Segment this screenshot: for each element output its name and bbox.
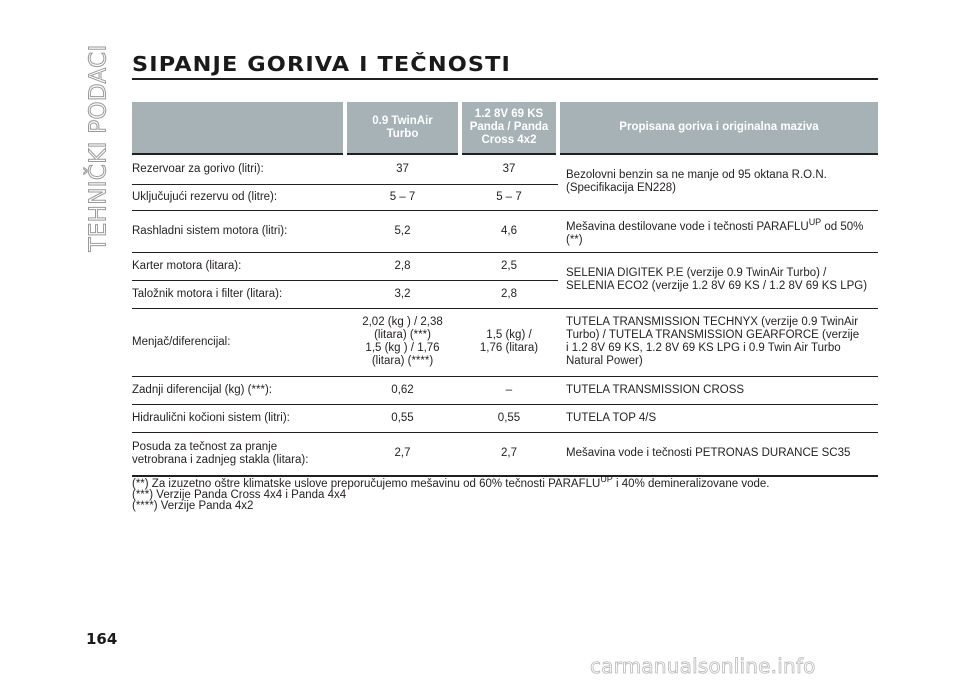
value-twinair: 0,62 — [345, 376, 460, 404]
table-row — [132, 376, 878, 404]
coolant-desc-pre: Mešavina destilovane vode i tečnosti PARAFLU — [566, 220, 809, 233]
value-twinair: 5,2 — [345, 210, 460, 252]
row-label: Karter motora (litara): — [132, 252, 345, 280]
table-row — [132, 154, 878, 184]
value-twinair: 0,55 — [345, 404, 460, 432]
value-1-2-8v: 2,5 — [460, 252, 558, 280]
header-fluids — [558, 102, 878, 154]
table-row — [132, 308, 878, 376]
footnote-1 — [132, 474, 892, 490]
fluid-description: Mešavina vode i tečnosti PETRONAS DURANCE SC35 — [558, 432, 878, 476]
section-title: SIPANJE GORIVA I TEČNOSTI — [132, 52, 511, 76]
row-label: Taložnik motora i filter (litara): — [132, 280, 345, 308]
title-rule — [132, 78, 878, 80]
coolant-desc-sup: UP — [808, 216, 822, 227]
row-label: Menjač/diferencijal: — [132, 308, 345, 376]
value-1-2-8v: – — [460, 376, 558, 404]
fluid-description — [558, 154, 878, 210]
fluid-description-text: Bezolovni benzin sa ne manje od 95 oktana R.O.N. (Specifikacija EN228) — [566, 169, 827, 195]
header-1-2-8v-text: 1.2 8V 69 KS Panda / Panda Cross 4x2 — [469, 108, 549, 146]
table-body — [132, 154, 878, 476]
header-fluids-text: Propisana goriva i originalna maziva — [619, 121, 819, 133]
row-label: Hidraulični kočioni sistem (litri): — [132, 404, 345, 432]
fluid-description — [558, 252, 878, 308]
fluid-description: TUTELA TOP 4/S — [558, 404, 878, 432]
row-label: Posuda za tečnost za pranje vetrobrana i zadnjeg stakla (litara): — [132, 432, 345, 476]
table-row — [132, 404, 878, 432]
value-twinair: 37 — [345, 154, 460, 184]
header-row — [132, 102, 878, 154]
fluid-description — [558, 308, 878, 376]
value-twinair: 2,02 (kg ) / 2,38 (litara) (***) 1,5 (kg ) / 1,76 (litara) (****) — [345, 308, 460, 376]
chapter-side-title — [86, 44, 112, 252]
footnote-1-sup: UP — [600, 474, 613, 484]
value-1-2-8v: 0,55 — [460, 404, 558, 432]
header-1-2-8v — [460, 102, 558, 154]
table-row — [132, 210, 878, 252]
row-label: Zadnji diferencijal (kg) (***): — [132, 376, 345, 404]
row-label: Uključujući rezervu od (litre): — [132, 184, 345, 210]
row-label: Rashladni sistem motora (litri): — [132, 210, 345, 252]
table-row — [132, 432, 878, 476]
value-1-2-8v: 2,7 — [460, 432, 558, 476]
footnote-1-post: i 40% demineralizovane vode. — [612, 478, 770, 490]
table-row — [132, 252, 878, 280]
fluid-description-text: TUTELA TRANSMISSION TECHNYX (verzije 0.9 TwinAir Turbo) / TUTELA TRANSMISSION GEARFORCE (verzije i 1.2 8V 69 KS, 1.2 8V 69 KS LPG i 0.9 Twin Air Turbo Natural Power) — [566, 316, 860, 367]
coolant-desc-note: (**) — [566, 233, 583, 246]
watermark: carmanualsonline.info — [590, 654, 816, 678]
page-number: 164 — [86, 630, 118, 648]
coolant-desc-post: od 50% — [821, 220, 864, 233]
footnote-3: (****) Verzije Panda 4x2 — [132, 500, 254, 512]
chapter-side-title-text: TEHNIČKI PODACI — [86, 44, 112, 252]
value-twinair: 2,7 — [345, 432, 460, 476]
row-label: Rezervoar za gorivo (litri): — [132, 154, 345, 184]
value-twinair: 5 – 7 — [345, 184, 460, 210]
table-header — [132, 102, 878, 154]
footnotes — [132, 474, 892, 512]
fluid-description-text: SELENIA DIGITEK P.E (verzije 0.9 TwinAir Turbo) / SELENIA ECO2 (verzije 1.2 8V 69 KS / 1.2 8V 69 KS LPG) — [566, 267, 868, 292]
value-twinair: 2,8 — [345, 252, 460, 280]
value-1-2-8v: 2,8 — [460, 280, 558, 308]
footnote-1-pre: (**) Za izuzetno oštre klimatske uslove preporučujemo mešavinu od 60% tečnosti PARAFLU — [132, 478, 601, 490]
fluid-description — [558, 210, 878, 252]
value-1-2-8v: 5 – 7 — [460, 184, 558, 210]
header-twinair — [345, 102, 460, 154]
value-1-2-8v: 4,6 — [460, 210, 558, 252]
value-1-2-8v: 1,5 (kg) / 1,76 (litara) — [460, 308, 558, 376]
footnote-2: (***) Verzije Panda Cross 4x4 i Panda 4x4 — [132, 489, 347, 501]
header-twinair-text: 0.9 TwinAir Turbo — [372, 114, 433, 140]
fluid-description: TUTELA TRANSMISSION CROSS — [558, 376, 878, 404]
fluids-table — [132, 102, 878, 477]
value-1-2-8v: 37 — [460, 154, 558, 184]
value-twinair: 3,2 — [345, 280, 460, 308]
header-empty — [132, 102, 345, 154]
